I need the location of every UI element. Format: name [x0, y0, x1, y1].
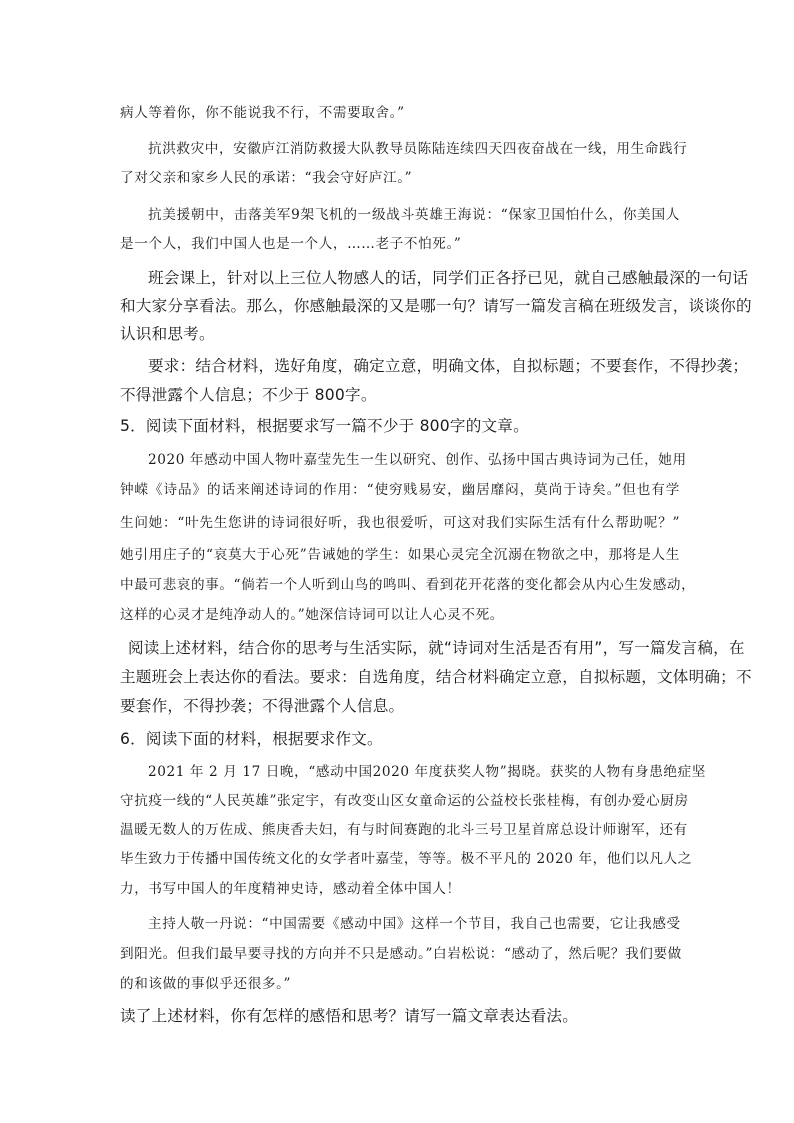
question5-material-line-3: 生问她：“叶先生您讲的诗词很好听，我也很爱听，可这对我们实际生活有什么帮助呢？” [120, 515, 680, 531]
question6-prompt: 读了上述材料，你有怎样的感悟和思考？请写一篇文章表达看法。 [120, 1007, 579, 1025]
question5-prompt-line-3: 要套作，不得抄袭；不得泄露个人信息。 [120, 697, 405, 715]
question5-material-line-4: 她引用庄子的“哀莫大于心死”告诫她的学生：如果心灵完全沉溺在物欲之中，那将是人生 [120, 547, 680, 563]
question6-heading: 6．阅读下面的材料，根据要求作文。 [120, 730, 383, 748]
material-continued-line: 病人等着你，你不能说我不行，不需要取舍。” [120, 105, 405, 121]
prompt4-line-3: 认识和思考。 [120, 325, 215, 343]
question6-quote-line-2: 到阳光。但我们最早要寻找的方向并不只是感动。”白岩松说：“感动了，然后呢？我们要做 [120, 946, 682, 962]
prompt4-line-2: 和大家分享看法。那么，你感触最深的又是哪一句？请写一篇发言稿在班级发言，谈谈你的 [120, 297, 752, 315]
question5-prompt-line-2: 主题班会上表达你的看法。要求：自选角度，结合材料确定立意，自拟标题，文体明确；不 [120, 668, 752, 686]
question5-heading: 5．阅读下面材料，根据要求写一篇不少于 800字的文章。 [120, 417, 529, 435]
question6-material-line-1: 2021 年 2 月 17 日晚，“感动中国2020 年度获奖人物”揭晓。获奖的人物有身患绝症坚 [148, 764, 706, 780]
question6-material-line-5: 力，书写中国人的年度精神史诗，感动着全体中国人！ [120, 881, 461, 897]
material-flood-line-2: 了对父亲和家乡人民的承诺：“我会守好庐江。” [120, 170, 413, 186]
question5-material-line-2: 钟嵘《诗品》的话来阐述诗词的作用：“使穷贱易安，幽居靡闷，莫尚于诗矣。”但也有学 [120, 482, 680, 498]
requirements4-line-1: 要求：结合材料，选好角度，确定立意，明确文体，自拟标题；不要套作，不得抄袭； [148, 357, 749, 375]
question6-material-line-3: 温暖无数人的万佐成、熊庚香夫妇，有与时间赛跑的北斗三号卫星首席总设计师谢军，还有 [120, 822, 688, 838]
question5-material-line-5: 中最可悲哀的事。“倘若一个人听到山鸟的鸣叫、看到花开花落的变化都会从内心生发感动， [120, 577, 696, 593]
question6-material-line-2: 守抗疫一线的“人民英雄”张定宇，有改变山区女童命运的公益校长张桂梅，有创办爱心厨房 [120, 793, 689, 809]
question5-material-line-6: 这样的心灵才是纯净动人的。”她深信诗词可以让人心灵不死。 [120, 607, 504, 623]
material-korea-line-2: 是一个人，我们中国人也是一个人，……老子不怕死。” [120, 236, 462, 252]
question6-material-line-4: 毕生致力于传播中国传统文化的女学者叶嘉莹，等等。极不平凡的 2020 年，他们以凡人之 [120, 851, 693, 867]
question6-quote-line-3: 的和该做的事似乎还很多。” [120, 976, 292, 992]
question6-quote-line-1: 主持人敬一丹说：“中国需要《感动中国》这样一个节目，我自己也需要，它让我感受 [148, 916, 681, 932]
prompt4-line-1: 班会课上，针对以上三位人物感人的话，同学们正各抒已见，就自己感触最深的一句话 [148, 269, 749, 287]
requirements4-line-2: 不得泄露个人信息；不少于 800字。 [120, 386, 377, 404]
question5-prompt-line-1: 阅读上述材料，结合你的思考与生活实际，就“诗词对生活是否有用”，写一篇发言稿，在 [128, 639, 745, 657]
material-korea-line-1: 抗美援朝中，击落美军9架飞机的一级战斗英雄王海说：“保家卫国怕什么，你美国人 [148, 207, 680, 223]
question5-material-line-1: 2020 年感动中国人物叶嘉莹先生一生以研究、创作、弘扬中国古典诗词为己任，她用 [148, 452, 687, 468]
material-flood-line-1: 抗洪救灾中，安徽庐江消防救援大队教导员陈陆连续四天四夜奋战在一线，用生命践行 [148, 141, 688, 157]
